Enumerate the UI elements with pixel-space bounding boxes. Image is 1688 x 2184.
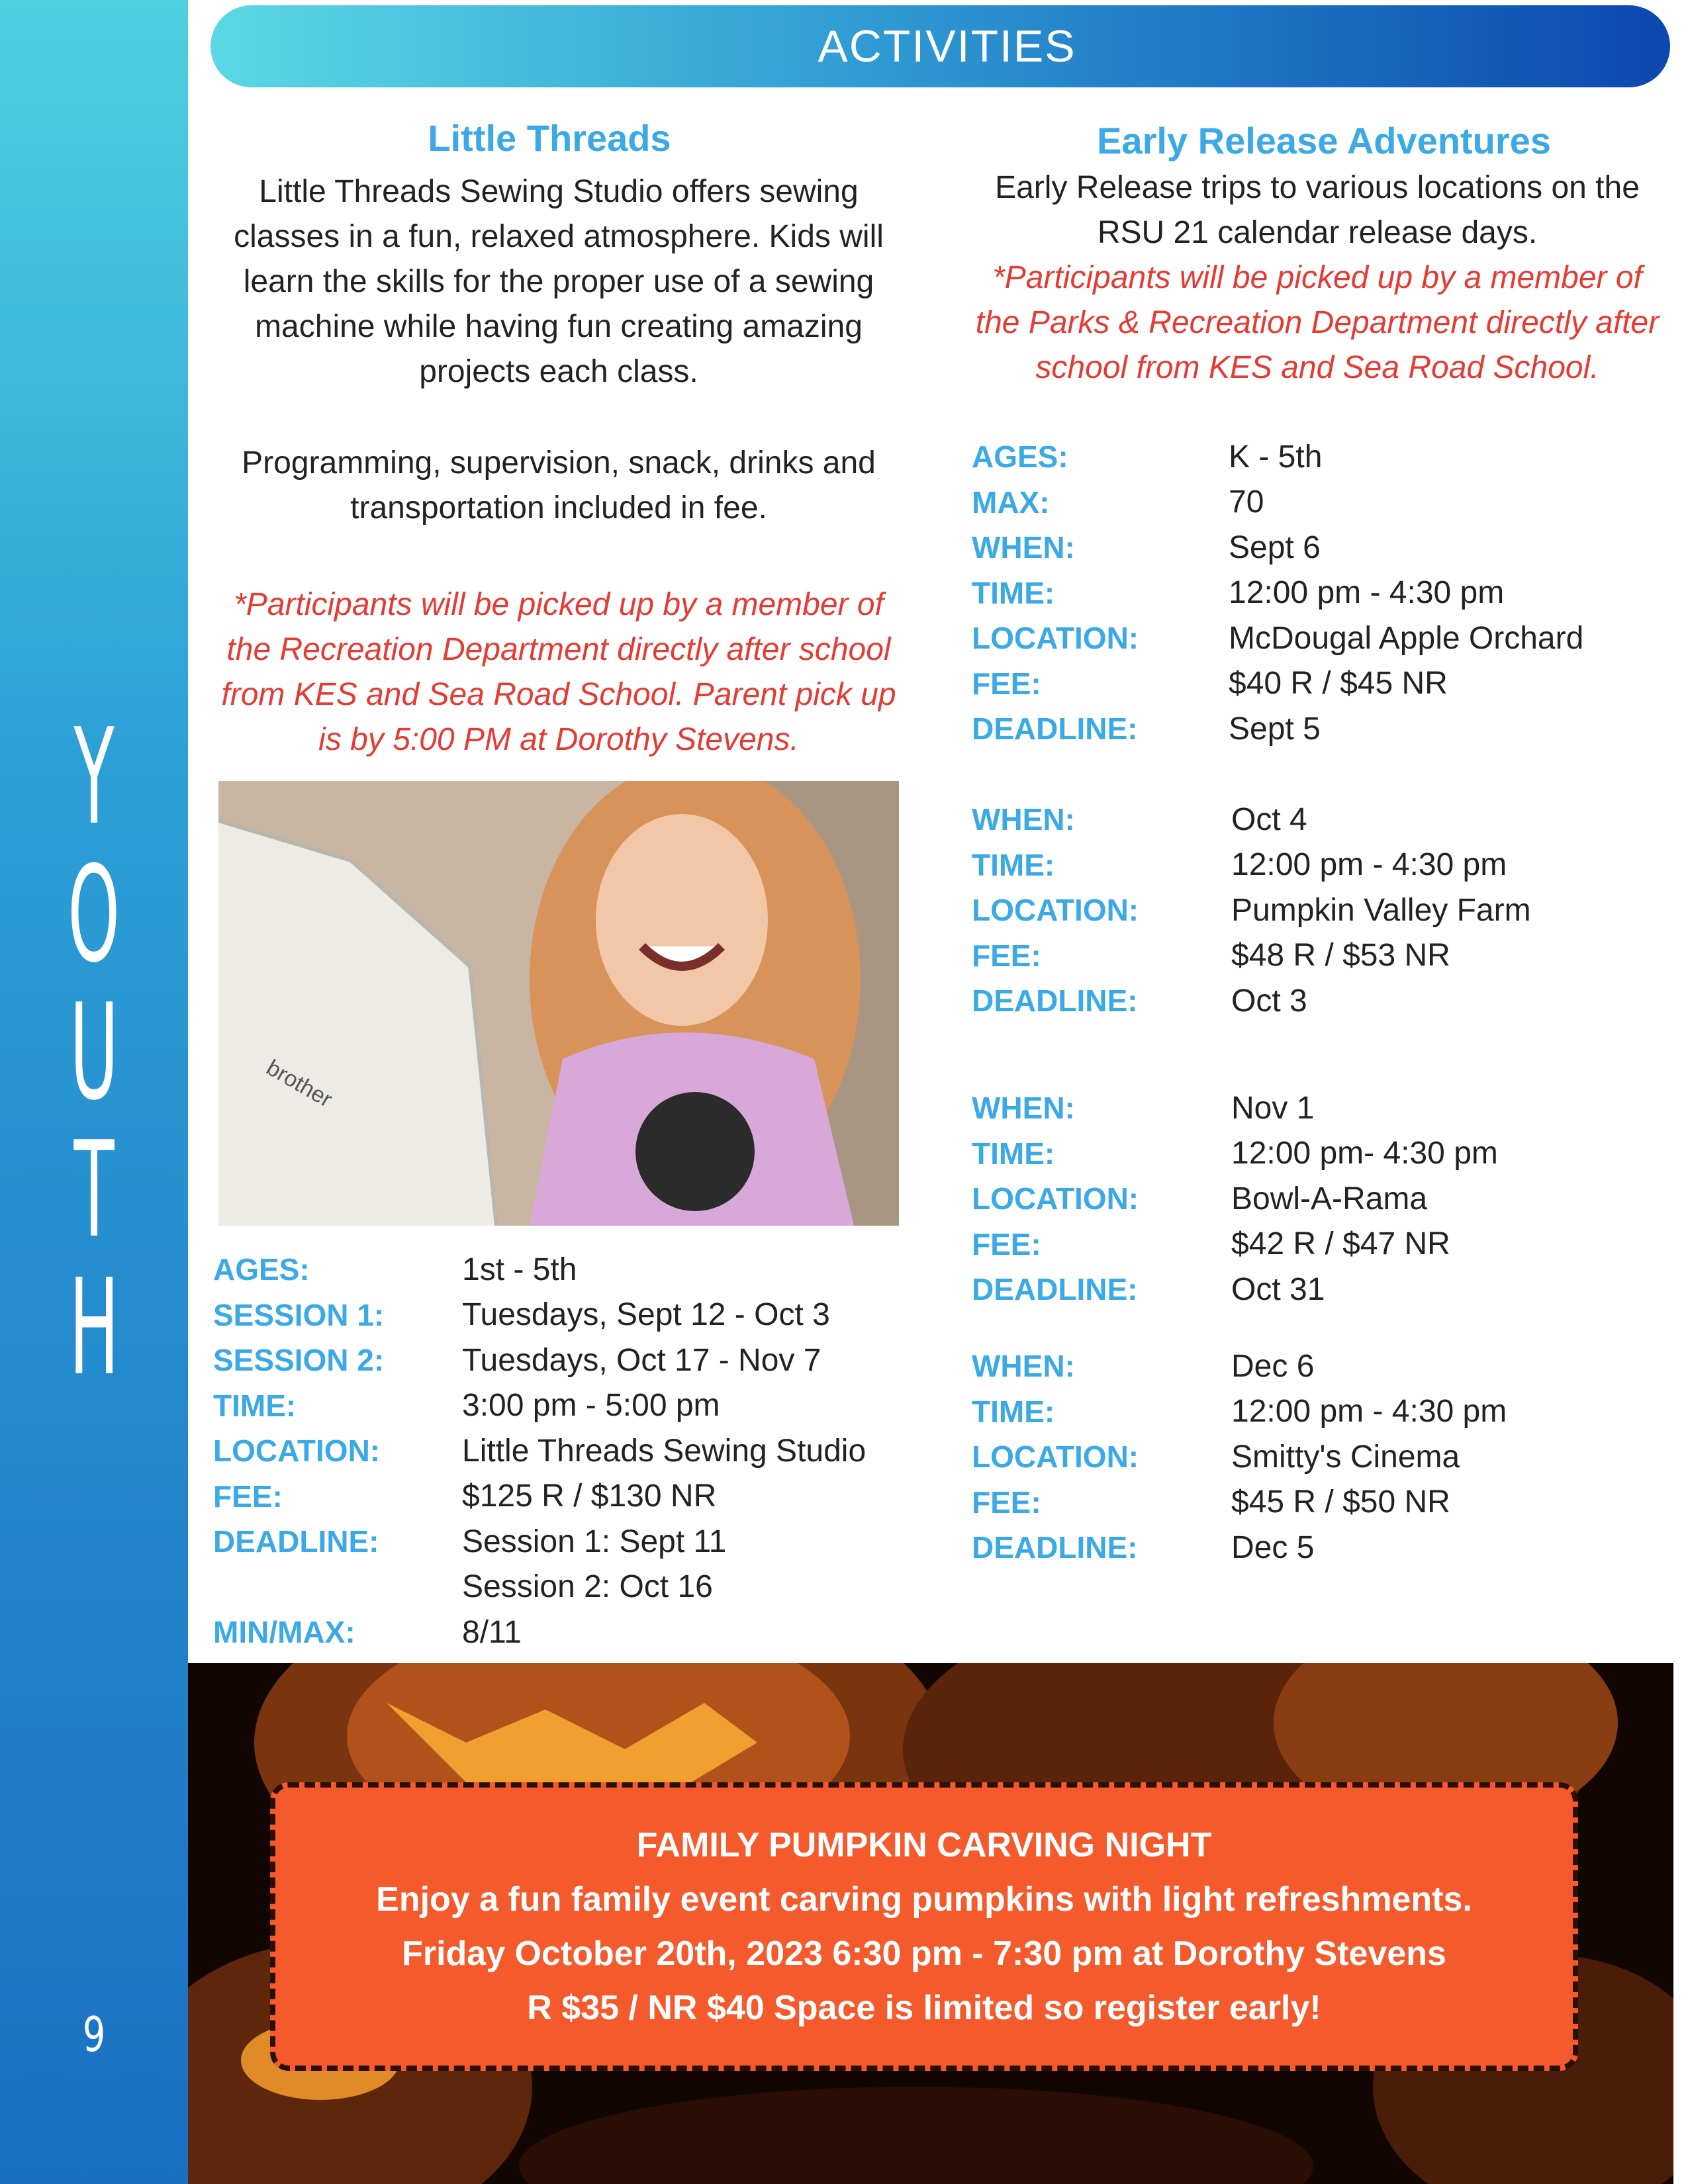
pumpkin-carving-announcement xyxy=(270,1782,1578,2071)
notice-line: school from KES and Sea Road School. xyxy=(1035,350,1599,385)
detail-label: LOCATION: xyxy=(972,1181,1139,1216)
detail-row xyxy=(972,1343,1673,1389)
detail-row xyxy=(972,525,1673,570)
little-threads-description xyxy=(218,169,899,394)
detail-row xyxy=(213,1247,908,1293)
detail-row xyxy=(213,1519,908,1565)
detail-label: TIME: xyxy=(213,1388,297,1423)
detail-row xyxy=(213,1428,908,1474)
detail-label: SESSION 1: xyxy=(213,1297,385,1332)
detail-label: FEE: xyxy=(972,1484,1041,1520)
detail-value: $48 R / $53 NR xyxy=(1231,938,1450,974)
detail-row xyxy=(213,1338,908,1383)
notice-line: the Recreation Department directly after school xyxy=(226,632,891,667)
detail-value: Tuesdays, Sept 12 - Oct 3 xyxy=(462,1297,830,1333)
section-header xyxy=(211,5,1670,87)
detail-row xyxy=(972,1525,1673,1570)
detail-row xyxy=(972,706,1673,752)
detail-label: LOCATION: xyxy=(972,621,1139,656)
notice-line: the Parks & Recreation Department directly after xyxy=(975,305,1660,340)
detail-label: DEADLINE: xyxy=(972,1530,1138,1565)
description-line: Early Release trips to various locations on the xyxy=(995,170,1640,205)
description-line: Little Threads Sewing Studio offers sewing xyxy=(259,174,859,209)
detail-row xyxy=(213,1383,908,1429)
event-description: Enjoy a fun family event carving pumpkins with light refreshments. xyxy=(376,1880,1472,1919)
detail-label: MIN/MAX: xyxy=(213,1615,355,1650)
detail-row xyxy=(972,933,1673,979)
detail-value: Little Threads Sewing Studio xyxy=(462,1433,867,1469)
youth-letter: T xyxy=(73,1113,115,1267)
detail-row xyxy=(972,842,1673,888)
detail-label: SESSION 2: xyxy=(213,1343,385,1378)
notice-line: is by 5:00 PM at Dorothy Stevens. xyxy=(318,722,799,757)
detail-value: Pumpkin Valley Farm xyxy=(1231,892,1531,928)
detail-row xyxy=(972,570,1673,616)
detail-label: TIME: xyxy=(972,1394,1055,1429)
detail-value: Nov 1 xyxy=(1231,1090,1315,1126)
section-title: ACTIVITIES xyxy=(818,21,1076,71)
early-release-title: Early Release Adventures xyxy=(1097,120,1551,161)
sidebar xyxy=(0,0,188,2184)
detail-label: TIME: xyxy=(972,847,1055,882)
detail-row xyxy=(972,887,1673,933)
detail-value: Tuesdays, Oct 17 - Nov 7 xyxy=(462,1342,821,1378)
early-release-oct-trip xyxy=(972,797,1673,1024)
detail-label: DEADLINE: xyxy=(972,1272,1138,1307)
early-release-general-details xyxy=(972,434,1673,752)
detail-row xyxy=(213,1565,908,1610)
detail-value: Oct 31 xyxy=(1231,1271,1325,1307)
detail-row xyxy=(972,1176,1673,1222)
detail-row xyxy=(972,1480,1673,1525)
included-line: Programming, supervision, snack, drinks and xyxy=(242,445,876,480)
detail-value: 12:00 pm- 4:30 pm xyxy=(1231,1136,1498,1171)
detail-label: FEE: xyxy=(972,938,1041,973)
detail-label: FEE: xyxy=(972,1226,1041,1261)
description-line: RSU 21 calendar release days. xyxy=(1097,215,1538,250)
youth-letter: Y xyxy=(73,700,115,854)
detail-label: TIME: xyxy=(972,1136,1055,1171)
event-date-time: Friday October 20th, 2023 6:30 pm - 7:30 pm at Dorothy Stevens xyxy=(402,1934,1446,1973)
detail-row xyxy=(213,1474,908,1520)
detail-row xyxy=(972,1267,1673,1312)
description-line: learn the skills for the proper use of a sewing xyxy=(243,264,874,299)
detail-value: 12:00 pm - 4:30 pm xyxy=(1229,575,1505,611)
detail-row xyxy=(213,1293,908,1338)
notice-line: *Participants will be picked up by a member of xyxy=(992,260,1642,295)
notice-line: from KES and Sea Road School. Parent pick up xyxy=(221,677,896,712)
little-threads-notice xyxy=(209,582,908,762)
detail-row xyxy=(972,480,1673,525)
detail-value: Dec 6 xyxy=(1231,1348,1315,1384)
youth-letter: O xyxy=(68,838,120,992)
detail-row xyxy=(213,1610,908,1655)
sewing-photo xyxy=(218,781,899,1226)
detail-row xyxy=(972,434,1673,480)
included-line: transportation included in fee. xyxy=(350,490,767,525)
detail-label: DEADLINE: xyxy=(213,1524,379,1559)
sewing-photo-illustration xyxy=(218,781,899,1226)
detail-label: LOCATION: xyxy=(213,1433,381,1469)
detail-value: Session 2: Oct 16 xyxy=(462,1569,713,1605)
event-fee: R $35 / NR $40 Space is limited so register early! xyxy=(527,1989,1321,2027)
early-release-nov-trip xyxy=(972,1085,1673,1312)
youth-letter: H xyxy=(69,1251,119,1405)
youth-letter: U xyxy=(70,976,118,1130)
detail-label: WHEN: xyxy=(972,530,1075,565)
detail-label: FEE: xyxy=(213,1479,283,1514)
detail-value: $40 R / $45 NR xyxy=(1229,666,1448,702)
detail-label: AGES: xyxy=(213,1252,310,1287)
detail-label: TIME: xyxy=(972,575,1055,610)
detail-row xyxy=(972,797,1673,842)
detail-value: Sept 6 xyxy=(1229,529,1321,565)
page-number: 9 xyxy=(82,2007,106,2062)
detail-row xyxy=(972,661,1673,707)
detail-value: Oct 3 xyxy=(1231,983,1307,1019)
detail-value: Smitty's Cinema xyxy=(1231,1439,1460,1475)
detail-value: Session 1: Sept 11 xyxy=(462,1524,727,1559)
detail-value: $42 R / $47 NR xyxy=(1231,1226,1450,1262)
detail-value: Oct 4 xyxy=(1231,801,1307,837)
description-line: classes in a fun, relaxed atmosphere. Kids will xyxy=(234,219,884,254)
event-title: FAMILY PUMPKIN CARVING NIGHT xyxy=(636,1826,1212,1864)
detail-label: LOCATION: xyxy=(972,1439,1139,1475)
little-threads-included xyxy=(218,441,899,531)
notice-line: *Participants will be picked up by a member of xyxy=(234,587,884,622)
detail-value: 12:00 pm - 4:30 pm xyxy=(1231,1394,1507,1430)
detail-value: Bowl-A-Rama xyxy=(1231,1181,1428,1216)
detail-value: K - 5th xyxy=(1229,439,1323,475)
detail-value: McDougal Apple Orchard xyxy=(1229,620,1584,656)
detail-row xyxy=(972,615,1673,661)
detail-label: LOCATION: xyxy=(972,893,1139,928)
detail-value: 1st - 5th xyxy=(462,1251,577,1287)
detail-value: 8/11 xyxy=(462,1614,522,1650)
detail-label: WHEN: xyxy=(972,1091,1075,1126)
detail-row xyxy=(972,1131,1673,1177)
youth-vertical-word xyxy=(0,700,188,1405)
detail-value: Sept 5 xyxy=(1229,711,1321,747)
detail-label: DEADLINE: xyxy=(972,983,1138,1019)
detail-value: 12:00 pm - 4:30 pm xyxy=(1231,847,1507,883)
description-line: projects each class. xyxy=(419,354,698,389)
detail-row xyxy=(972,978,1673,1024)
detail-label: AGES: xyxy=(972,439,1068,475)
detail-row xyxy=(972,1389,1673,1435)
detail-label: MAX: xyxy=(972,484,1050,520)
machine-brand-label: brother xyxy=(262,1055,337,1113)
detail-value: Dec 5 xyxy=(1231,1529,1315,1565)
description-line: machine while having fun creating amazing xyxy=(255,309,863,344)
detail-label: FEE: xyxy=(972,666,1041,701)
early-release-description xyxy=(953,165,1681,255)
early-release-notice xyxy=(953,255,1681,390)
detail-value: 70 xyxy=(1229,484,1264,520)
detail-label: DEADLINE: xyxy=(972,711,1138,747)
detail-label: WHEN: xyxy=(972,1349,1075,1384)
little-threads-title: Little Threads xyxy=(428,117,671,159)
detail-row xyxy=(972,1222,1673,1267)
detail-row xyxy=(972,1434,1673,1480)
detail-row xyxy=(972,1085,1673,1131)
detail-value: $45 R / $50 NR xyxy=(1231,1484,1450,1520)
detail-value: 3:00 pm - 5:00 pm xyxy=(462,1388,720,1424)
detail-label: WHEN: xyxy=(972,802,1075,837)
early-release-dec-trip xyxy=(972,1343,1673,1570)
little-threads-details xyxy=(213,1247,908,1655)
detail-value: $125 R / $130 NR xyxy=(462,1479,717,1514)
